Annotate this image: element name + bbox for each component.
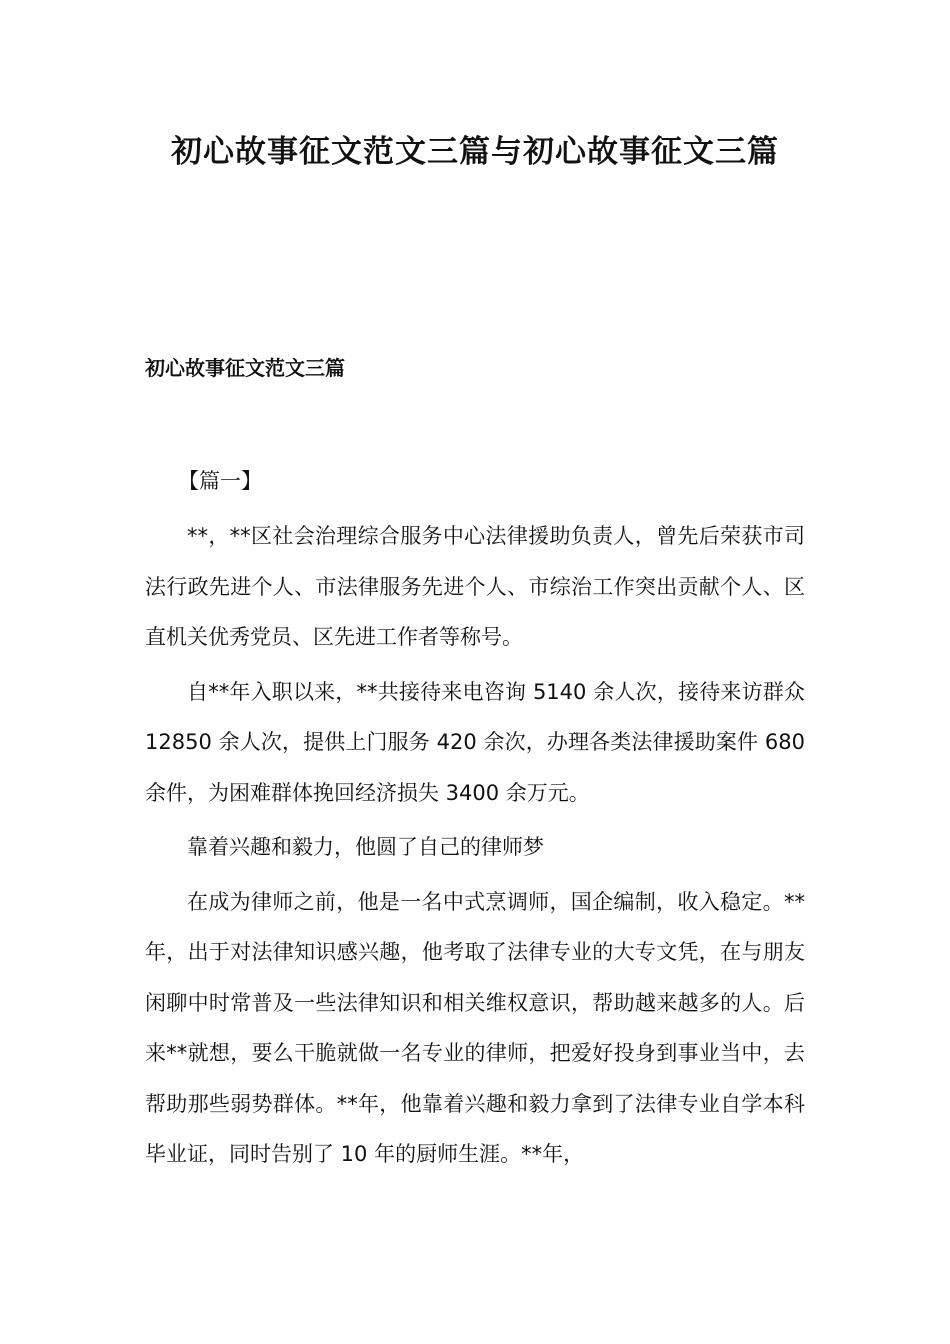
body-text: [145, 511, 805, 1180]
paragraph-1: **，**区社会治理综合服务中心法律援助负责人，曾先后荣获市司法行政先进个人、市法律服务先进个人、市综治工作突出贡献个人、区直机关优秀党员、区先进工作者等称号。: [145, 524, 805, 649]
section-heading: 初心故事征文范文三篇: [145, 356, 345, 380]
paragraph-4: 在成为律师之前，他是一名中式烹调师，国企编制，收入稳定。**年，出于对法律知识感兴趣，他考取了法律专业的大专文凭，在与朋友闲聊中时常普及一些法律知识和相关维权意识，帮助越来越多的人。后来**就想，要么干脆就做一名专业的律师，把爱好投身到事业当中，去帮助那些弱势群体。**年，他靠着兴趣和毅力拿到了法律专业自学本科毕业证，同时告别了 10 年的厨师生涯。**年，: [145, 889, 805, 1166]
document-title: 初心故事征文范文三篇与初心故事征文三篇: [171, 134, 779, 170]
part-label: 【篇一】: [178, 469, 262, 493]
paragraph-3: 靠着兴趣和毅力，他圆了自己的律师梦: [187, 835, 544, 859]
paragraph-2: 自**年入职以来，**共接待来电咨询 5140 余人次，接待来访群众 12850 余人次，提供上门服务 420 余次，办理各类法律援助案件 680 余件，为困难群体挽回经济损失 3400 余万元。: [145, 679, 805, 805]
